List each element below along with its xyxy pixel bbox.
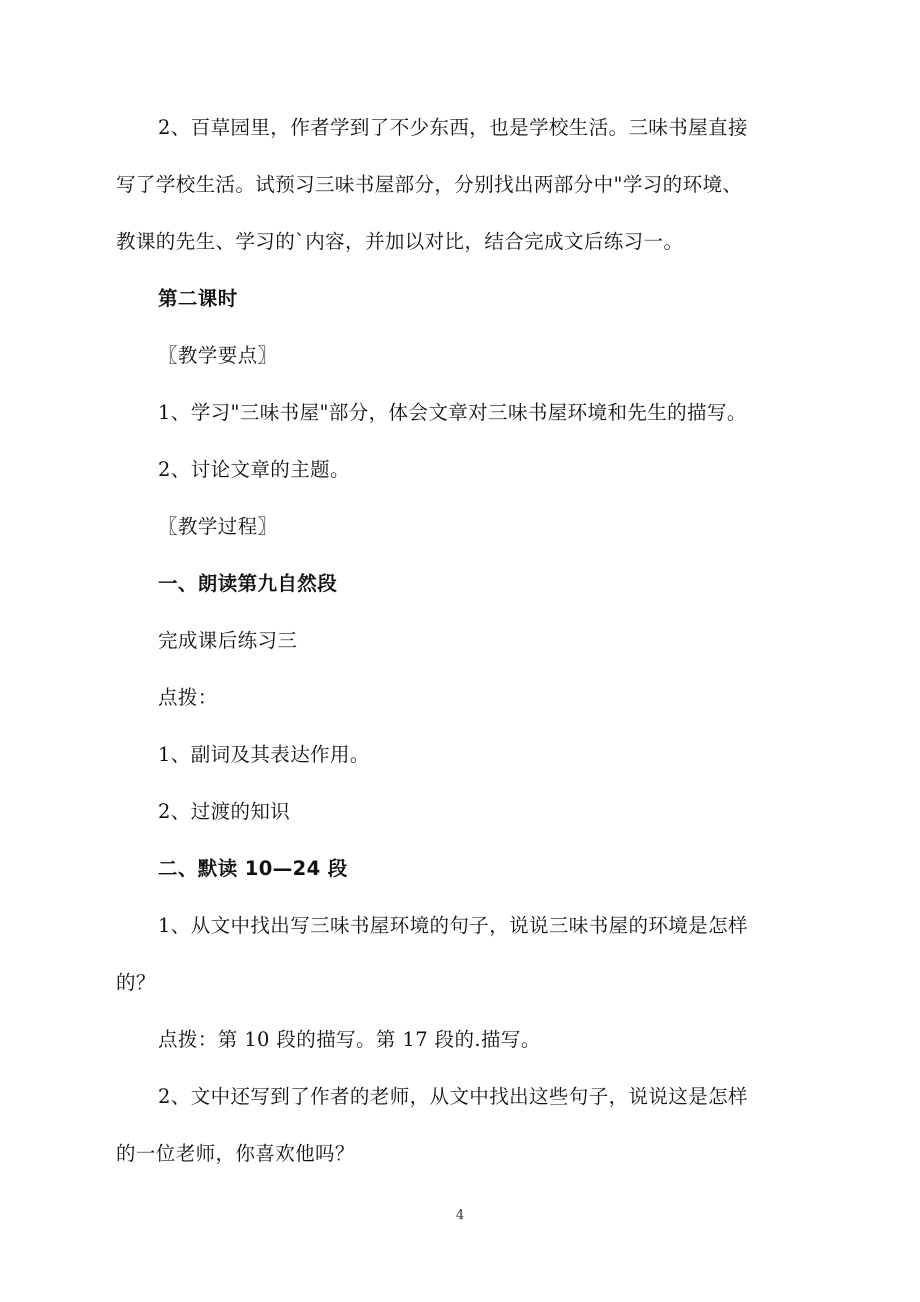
paragraph-line: 1、从文中找出写三味书屋环境的句子，说说三味书屋的环境是怎样 (158, 914, 748, 937)
paragraph-line: 教课的先生、学习的`内容，并加以对比，结合完成文后练习一。 (116, 230, 684, 253)
paragraph-line: 2、过渡的知识 (158, 800, 291, 823)
paragraph-line: 点拨： (158, 686, 218, 709)
subsection-heading: 〖教学要点〗 (158, 344, 278, 367)
paragraph-line: 的一位老师，你喜欢他吗？ (116, 1142, 355, 1165)
paragraph-line: 点拨：第 10 段的描写。第 17 段的.描写。 (158, 1028, 541, 1051)
subsection-heading: 〖教学过程〗 (158, 515, 278, 538)
paragraph-line: 2、百草园里，作者学到了不少东西，也是学校生活。三味书屋直接 (158, 116, 748, 139)
paragraph-line: 1、学习"三味书屋"部分，体会文章对三味书屋环境和先生的描写。 (158, 401, 747, 424)
section-heading: 第二课时 (158, 287, 238, 310)
section-heading: 二、默读 10—24 段 (158, 857, 348, 880)
paragraph-line: 完成课后练习三 (158, 629, 298, 652)
paragraph-line: 2、文中还写到了作者的老师，从文中找出这些句子，说说这是怎样 (158, 1085, 748, 1108)
paragraph-line: 的？ (116, 971, 156, 994)
paragraph-line: 2、讨论文章的主题。 (158, 458, 350, 481)
paragraph-line: 1、副词及其表达作用。 (158, 743, 370, 766)
section-heading: 一、朗读第九自然段 (158, 572, 338, 595)
paragraph-line: 写了学校生活。试预习三味书屋部分，分别找出两部分中"学习的环境、 (116, 173, 743, 196)
page-number: 4 (455, 1208, 465, 1223)
